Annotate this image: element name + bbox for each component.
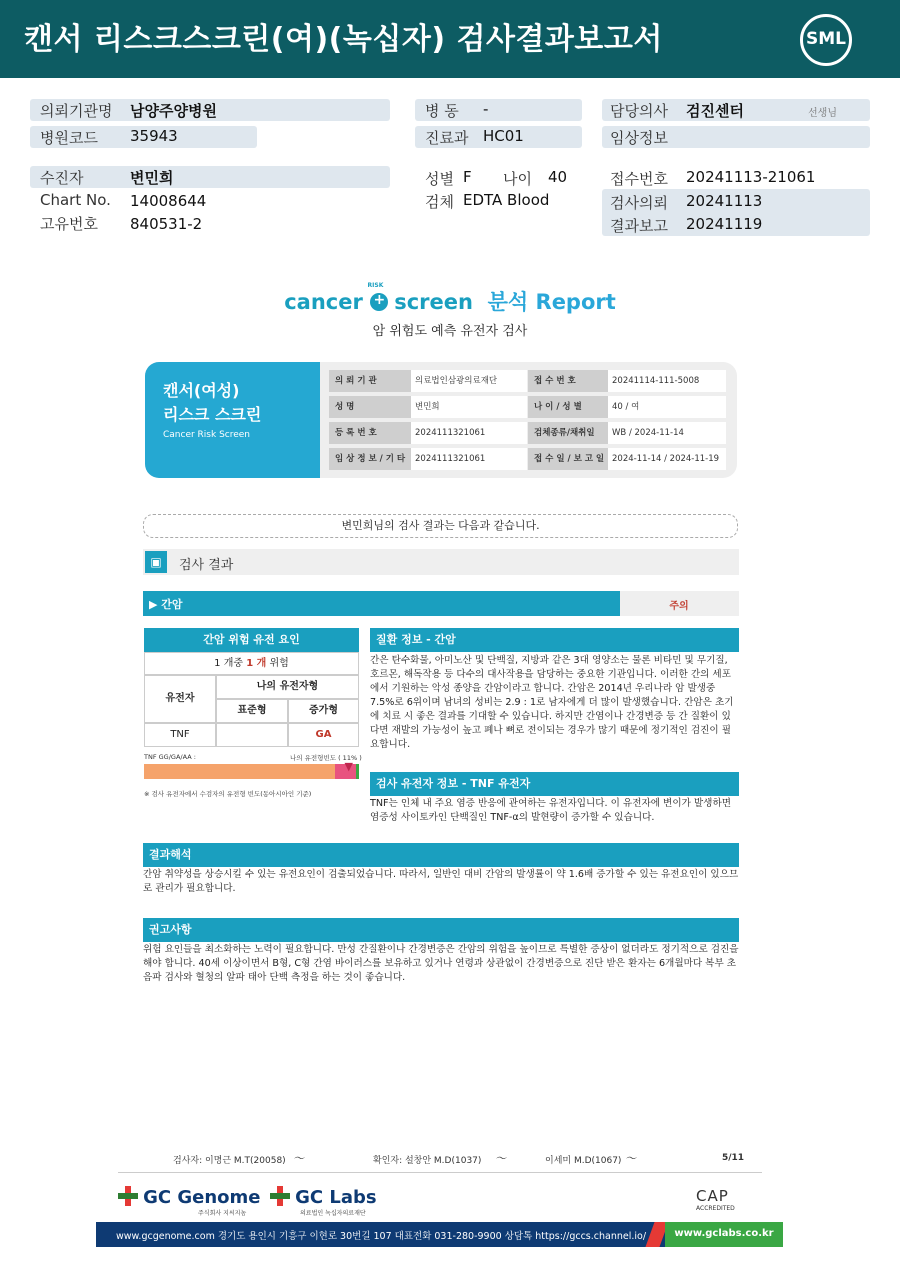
doctor-value: 검진센터 <box>686 102 744 120</box>
interpretation-title: 결과해석 <box>143 843 739 867</box>
card-label: 접 수 번 호 <box>528 370 608 392</box>
brand-screen: screen <box>394 290 473 314</box>
liver-cancer-bar <box>143 591 739 616</box>
gene-summary: 1 개중 1 개 위험 <box>144 652 359 675</box>
confirmer-signature: 확인자: 설창안 M.D(1037) <box>373 1156 482 1166</box>
patient-label: 수진자 <box>40 169 84 187</box>
cancer-screen-brand <box>0 282 900 316</box>
gc-labs-logo: GC Labs 의료법인 녹십자의료재단 <box>270 1186 377 1208</box>
referral-label: 의뢰기관명 <box>40 102 113 120</box>
footer-address[interactable]: www.gcgenome.com 경기도 용인시 기흥구 이현로 30번길 107 대표전화 031-280-9900 상담톡 https://gccs.channel.io/ <box>116 1231 647 1242</box>
confirmer2-signature: 이세미 M.D(1067) <box>545 1156 622 1166</box>
card-value: 2024111321061 <box>411 422 527 444</box>
ward-value: - <box>483 100 489 118</box>
report-value: 20241119 <box>686 215 763 233</box>
specimen-label: 검체 <box>425 193 454 211</box>
footer-site-link[interactable]: www.gclabs.co.kr <box>674 1228 774 1239</box>
marker-triangle-icon: ▼ <box>344 760 353 773</box>
section-header <box>143 549 739 575</box>
card-label: 나 이 / 성 별 <box>528 396 608 418</box>
disease-text: 간은 탄수화물, 아미노산 및 단백질, 지방과 같은 3대 영양소는 물론 비타민 및 무기질, 호르몬, 해독작용 등 다수의 대사작용을 담당하는 중요한 기관입니다. 이러한 간의 세포에서 기원하는 악성 종양을 간암이라고 합니다. 간암은 2014년 우리나라 암 발생중 7.5%로 6위이며 남녀의 성비는 2.9 : 1로 남자에게 더 많이 발생했습니다. 간암은 초기에 치료 시 좋은 결과를 기대할 수 있습니다. 하지만 간염이나 간경변증 등 간 질환이 있다면 재발의 가능성이 높고 폐나 뼈로 전이되는 경우가 많기 때문에 정기적인 검진이 필요합니다. <box>370 655 734 750</box>
card-label: 의 뢰 기 관 <box>329 370 411 392</box>
frequency-end-marker <box>356 764 359 779</box>
card-value: 2024111321061 <box>411 448 527 470</box>
card-value: WB / 2024-11-14 <box>608 422 726 444</box>
brand-subtitle: 암 위험도 예측 유전자 검사 <box>372 324 528 339</box>
age-label: 나이 <box>503 170 532 188</box>
geneinfo-text: TNF는 인체 내 주요 염증 반응에 관여하는 유전자입니다. 이 유전자에 변이가 발생하면 염증성 사이토카인 단백질인 TNF-α의 발현량이 증가할 수 있습니다. <box>370 798 731 823</box>
card-value: 2024-11-14 / 2024-11-19 <box>608 448 726 470</box>
receipt-value: 20241113-21061 <box>686 168 816 186</box>
recommend-title: 권고사항 <box>143 918 739 942</box>
brand-report: 분석 Report <box>487 290 616 314</box>
doctor-label: 담당의사 <box>610 102 668 120</box>
result-intro: 변민희님의 검사 결과는 다음과 같습니다. <box>143 514 738 538</box>
request-value: 20241113 <box>686 192 763 210</box>
card-value: 의료법인삼광의료재단 <box>411 370 527 392</box>
confirmer2-sign-mark: 〜 <box>625 1152 636 1165</box>
receipt-label: 접수번호 <box>610 170 668 188</box>
dept-value: HC01 <box>483 127 524 145</box>
card-title-panel <box>145 362 320 478</box>
sex-label: 성별 <box>425 170 454 188</box>
card-label: 접 수 일 / 보 고 일 <box>528 448 608 470</box>
gene-table-title: 간암 위험 유전 요인 <box>144 628 359 652</box>
confirmer-sign-mark: 〜 <box>495 1152 506 1165</box>
info-card <box>145 362 737 478</box>
card-label: 등 록 번 호 <box>329 422 411 444</box>
hospital-code-value: 35943 <box>130 127 178 145</box>
ward-label: 병 동 <box>425 102 459 120</box>
increase-value: GA <box>288 723 359 747</box>
page-number: 5/11 <box>722 1153 745 1163</box>
clinical-label: 임상정보 <box>610 129 668 147</box>
examiner-sign-mark: 〜 <box>293 1152 304 1165</box>
freq-left-label: TNF GG/GA/AA : <box>144 753 196 761</box>
request-label: 검사의뢰 <box>610 194 668 212</box>
genotype-frequency-bar <box>144 760 359 779</box>
freq-note: ※ 검사 유전자에서 수검자의 유전형 빈도(동아시아인 기준) <box>144 790 312 798</box>
report-label: 결과보고 <box>610 217 668 235</box>
brand-cancer: cancer <box>284 290 363 314</box>
doctor-suffix: 선생님 <box>808 108 837 119</box>
gc-cross-icon <box>118 1186 138 1206</box>
sml-logo: SML <box>800 14 852 66</box>
sex-value: F <box>463 168 472 186</box>
risk-status: 주의 <box>669 601 689 612</box>
footer-site-bg <box>665 1222 783 1247</box>
card-value: 변민희 <box>411 396 527 418</box>
footer-bar <box>96 1222 783 1247</box>
report-icon: ▣ <box>145 551 167 573</box>
examiner-signature: 검사자: 이명근 M.T(20058) <box>173 1156 286 1166</box>
freq-right-label: 나의 유전형빈도 ( 11% ) <box>290 754 362 762</box>
card-title-3: Cancer Risk Screen <box>163 430 251 440</box>
card-title-1: 캔서(여성) <box>163 381 240 400</box>
risk-level-fill <box>143 591 620 616</box>
card-label: 검체종류/채취일 <box>528 422 608 444</box>
cancer-label: ▶ 간암 <box>149 598 183 611</box>
interpretation-text: 간암 취약성을 상승시킬 수 있는 유전요인이 검출되었습니다. 따라서, 일반인 대비 간암의 발생률이 약 1.6배 증가할 수 있는 유전요인이 있으므로 관리가 필요합니다. <box>143 869 739 894</box>
referral-value: 남양주양병원 <box>130 102 217 120</box>
hospital-code-label: 병원코드 <box>40 129 98 147</box>
uid-value: 840531-2 <box>130 215 203 233</box>
chart-label: Chart No. <box>40 191 111 209</box>
gene-name: TNF <box>144 723 216 747</box>
footer-divider <box>118 1172 762 1173</box>
card-value: 20241114-111-5008 <box>608 370 726 392</box>
age-value: 40 <box>548 168 568 186</box>
report-title: 캔서 리스크스크린(여)(녹십자) 검사결과보고서 <box>24 22 663 57</box>
info-row-patient <box>30 166 390 188</box>
recommend-text: 위험 요인들을 최소화하는 노력이 필요합니다. 만성 간질환이나 간경변증은 간암의 위험을 높이므로 특별한 증상이 없더라도 정기적으로 검진을 해야 합니다. 40세 이상이면서 B형, C형 간염 바이러스를 보유하고 있거나 연령과 상관없이 간경변증으로 진단 받은 환자는 6개월마다 복부 초음파 검사와 혈청의 알파 태아 단백 측정을 하는 것이 좋습니다. <box>143 944 739 983</box>
disease-title: 질환 정보 - 간암 <box>370 628 739 652</box>
gc-genome-logo: GC Genome 주식회사 지씨지놈 <box>118 1186 260 1208</box>
patient-value: 변민희 <box>130 169 174 187</box>
chart-value: 14008644 <box>130 192 207 210</box>
dept-label: 진료과 <box>425 129 469 147</box>
card-label: 성 명 <box>329 396 411 418</box>
cap-logo: CAP ACCREDITED <box>696 1187 735 1212</box>
col-standard: 표준형 <box>216 699 288 723</box>
section-title: 검사 결과 <box>179 558 234 573</box>
gc-cross-icon <box>270 1186 290 1206</box>
report-header <box>0 0 900 78</box>
brand-risk-icon: RISK + <box>370 293 388 311</box>
standard-value <box>216 723 288 747</box>
geneinfo-title: 검사 유전자 정보 - TNF 유전자 <box>370 772 739 796</box>
col-my-genotype: 나의 유전자형 <box>216 675 359 699</box>
col-increase: 증가형 <box>288 699 359 723</box>
col-gene: 유전자 <box>144 675 216 723</box>
uid-label: 고유번호 <box>40 215 98 233</box>
specimen-value: EDTA Blood <box>463 191 550 209</box>
card-label: 임 상 정 보 / 기 타 <box>329 448 411 470</box>
card-title-2: 리스크 스크린 <box>163 405 262 424</box>
card-value: 40 / 여 <box>608 396 726 418</box>
